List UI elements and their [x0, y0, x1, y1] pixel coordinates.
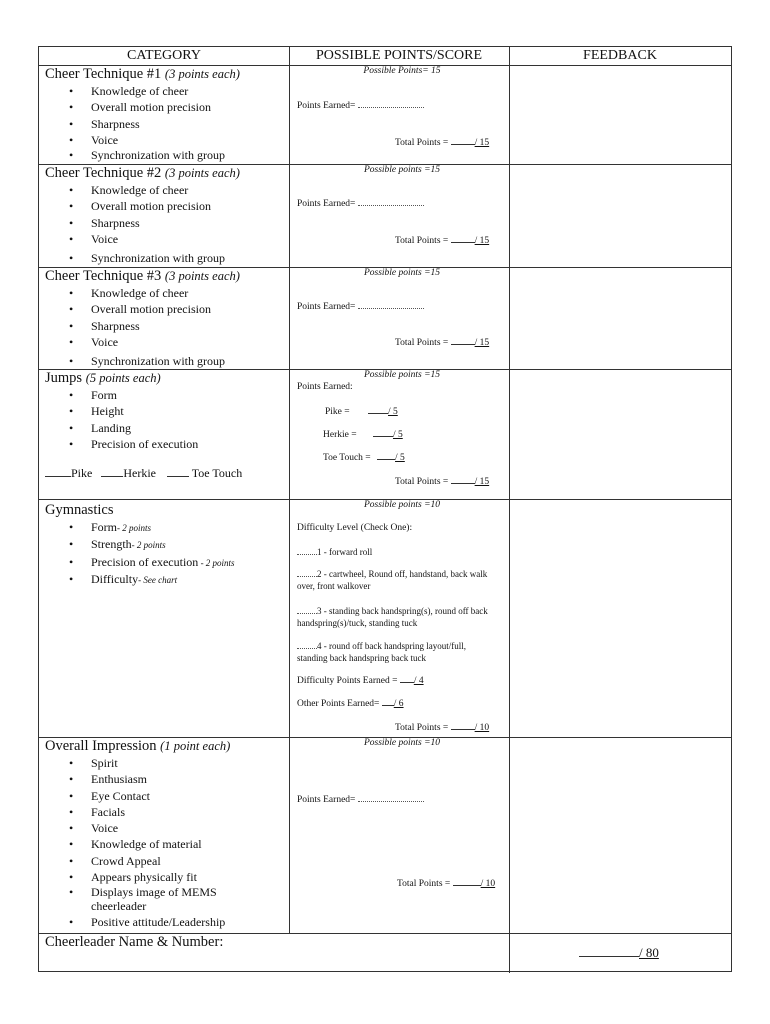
list-item: • Knowledge of cheer: [45, 285, 285, 301]
other-points-field[interactable]: Other Points Earned= / 6: [297, 699, 404, 709]
category-cell: [45, 370, 285, 480]
score-cell: [295, 738, 509, 933]
difficulty-option-2[interactable]: 2 - cartwheel, Round off, handstand, back walk over, front walkover: [297, 569, 488, 591]
list-item: • Voice: [45, 334, 285, 350]
gymnastics-row: [39, 500, 731, 737]
list-item: • Spirit: [45, 755, 285, 771]
list-item: • Precision of execution - 2 points: [45, 554, 285, 571]
difficulty-points-field[interactable]: Difficulty Points Earned = / 4: [297, 676, 424, 686]
list-item: • Synchronization with group: [45, 148, 285, 162]
criteria-list: [45, 387, 285, 452]
points-earned-field[interactable]: Points Earned=: [297, 302, 424, 312]
list-item: • Form- 2 points: [45, 519, 285, 536]
list-item: • Appears physically fit: [45, 869, 285, 885]
list-item: • Sharpness: [45, 116, 285, 132]
category-cell: [45, 165, 285, 266]
criteria-list: [45, 519, 285, 588]
category-title: Overall Impression (1 point each): [45, 738, 231, 754]
points-earned-field[interactable]: Points Earned=: [297, 101, 424, 111]
toe-touch-score-field[interactable]: Toe Touch = / 5: [323, 453, 405, 463]
difficulty-option-4[interactable]: 4 - round off back handspring layout/full, standing back handspring back tuck: [297, 641, 467, 663]
possible-points-text: Possible points =15: [363, 370, 441, 380]
points-earned-label: Points Earned:: [297, 382, 353, 392]
list-item: • Facials: [45, 804, 285, 820]
jumps-row: [39, 370, 731, 499]
pike-score-field[interactable]: Pike = / 5: [325, 407, 398, 417]
possible-points-header: POSSIBLE POINTS/SCORE: [315, 48, 483, 63]
difficulty-option-1[interactable]: 1 - forward roll: [297, 547, 372, 559]
herkie-score-field[interactable]: Herkie = / 5: [323, 430, 403, 440]
difficulty-heading: Difficulty Level (Check One):: [297, 523, 413, 533]
points-earned-field[interactable]: Points Earned=: [297, 795, 424, 805]
list-item: • Height: [45, 403, 285, 419]
possible-points-text: Possible points =15: [363, 165, 441, 175]
category-title: Jumps (5 points each): [45, 370, 161, 386]
list-item: • Strength- 2 points: [45, 536, 285, 553]
list-item: • Displays image of MEMS cheerleader: [45, 885, 285, 913]
list-item: • Landing: [45, 420, 285, 436]
feedback-header: FEEDBACK: [583, 48, 657, 63]
score-cell: [295, 500, 509, 737]
list-item: • Knowledge of cheer: [45, 83, 285, 99]
cheer-technique-2-row: [39, 165, 731, 267]
list-item: • Enthusiasm: [45, 771, 285, 787]
list-item: • Form: [45, 387, 285, 403]
score-cell: [295, 165, 509, 267]
list-item: • Voice: [45, 820, 285, 836]
criteria-list: [45, 83, 285, 162]
list-item: • Crowd Appeal: [45, 853, 285, 869]
score-cell: [295, 370, 509, 499]
list-item: • Voice: [45, 231, 285, 247]
possible-points-text: Possible points =10: [363, 738, 441, 748]
category-cell: [45, 500, 285, 588]
category-title: Gymnastics: [45, 502, 114, 518]
criteria-list: [45, 755, 285, 931]
list-item: • Positive attitude/Leadership: [45, 914, 285, 930]
score-sheet-table: [38, 46, 732, 972]
difficulty-option-3[interactable]: 3 - standing back handspring(s), round off back handspring(s)/tuck, standing tuck: [297, 606, 488, 628]
total-points-field[interactable]: Total Points = / 10: [397, 879, 496, 889]
category-header: CATEGORY: [127, 48, 201, 63]
possible-points-text: Possible points =15: [363, 268, 441, 278]
total-points-field[interactable]: Total Points = / 15: [395, 477, 490, 487]
category-title: Cheer Technique #1 (3 points each): [45, 66, 240, 82]
category-cell: [45, 268, 285, 369]
total-points-field[interactable]: Total Points = / 10: [395, 723, 490, 733]
total-points-field[interactable]: Total Points = / 15: [395, 338, 490, 348]
list-item: • Synchronization with group: [45, 250, 285, 266]
list-item: • Synchronization with group: [45, 353, 285, 369]
list-item: • Sharpness: [45, 318, 285, 334]
points-earned-field[interactable]: Points Earned=: [297, 199, 424, 209]
criteria-list: [45, 285, 285, 369]
jump-checklist[interactable]: Pike Herkie Toe Touch: [45, 466, 242, 481]
list-item: • Eye Contact: [45, 788, 285, 804]
category-cell: [45, 66, 285, 162]
possible-points-text: Possible Points= 15: [363, 66, 441, 76]
list-item: • Overall motion precision: [45, 198, 285, 214]
list-item: • Overall motion precision: [45, 99, 285, 115]
final-score-field[interactable]: / 80: [579, 945, 659, 961]
possible-points-text: Possible points =10: [363, 500, 441, 510]
list-item: • Voice: [45, 132, 285, 148]
cheerleader-name-label: Cheerleader Name & Number:: [45, 934, 224, 950]
total-points-field[interactable]: Total Points = / 15: [395, 236, 490, 246]
overall-impression-row: [39, 738, 731, 933]
category-cell: [45, 738, 285, 931]
category-title: Cheer Technique #2 (3 points each): [45, 165, 240, 181]
list-item: • Overall motion precision: [45, 301, 285, 317]
list-item: • Knowledge of material: [45, 836, 285, 852]
list-item: • Difficulty- See chart: [45, 571, 285, 588]
total-points-field[interactable]: Total Points = / 15: [395, 138, 490, 148]
list-item: • Sharpness: [45, 215, 285, 231]
cheer-technique-3-row: [39, 268, 731, 369]
score-cell: [295, 66, 509, 164]
list-item: • Knowledge of cheer: [45, 182, 285, 198]
score-cell: [295, 268, 509, 369]
category-title: Cheer Technique #3 (3 points each): [45, 268, 240, 284]
criteria-list: [45, 182, 285, 266]
list-item: • Precision of execution: [45, 436, 285, 452]
cheer-technique-1-row: [39, 66, 731, 164]
